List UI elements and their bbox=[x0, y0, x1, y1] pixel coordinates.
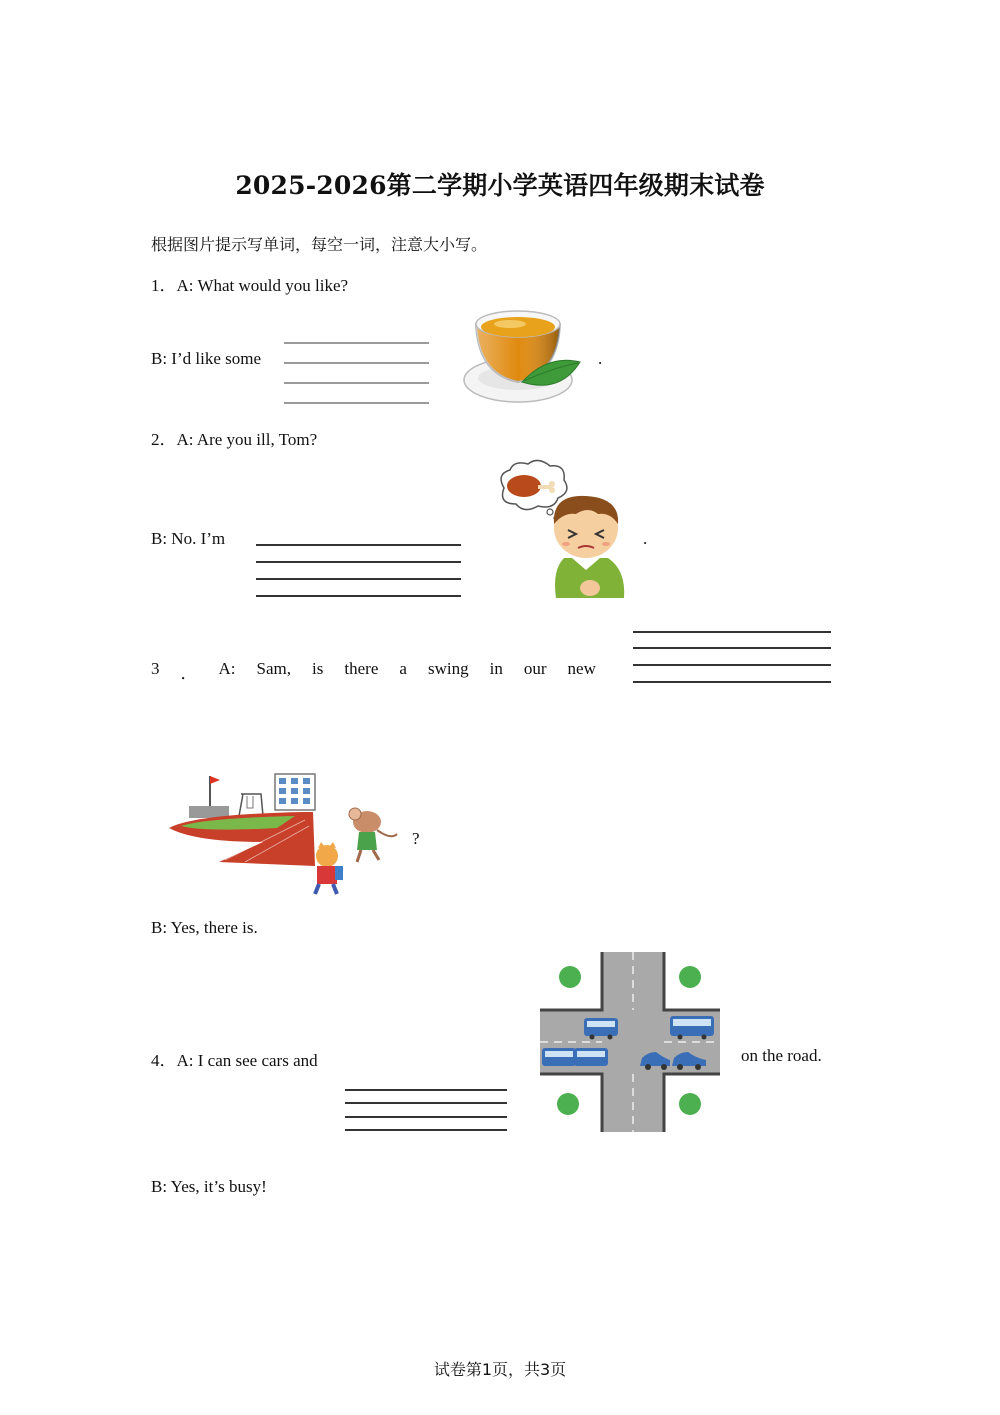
q2-answer-lines[interactable] bbox=[256, 544, 461, 600]
q3-word: swing bbox=[427, 659, 469, 678]
instruction: 根据图片提示写单词，每空一词，注意大小写。 bbox=[151, 235, 488, 254]
q3-answer: B: Yes, there is. bbox=[151, 918, 258, 937]
q3-question-mark: ? bbox=[412, 829, 420, 848]
q3-word: is bbox=[312, 659, 324, 678]
q3-word: Sam, bbox=[256, 659, 292, 678]
q1-answer-prefix: B: I’d like some bbox=[151, 349, 262, 368]
q3-answer-lines[interactable] bbox=[633, 631, 831, 687]
q2-period: . bbox=[643, 529, 648, 548]
q1-period: . bbox=[598, 349, 603, 368]
crossroad-icon bbox=[540, 952, 720, 1132]
q4-question: 4．A: I can see cars and bbox=[151, 1051, 318, 1070]
q3-word: new bbox=[567, 659, 596, 678]
q4-tail: on the road. bbox=[741, 1046, 822, 1065]
page-footer: 试卷第1页，共3页 bbox=[433, 1360, 567, 1379]
q1-answer-lines[interactable] bbox=[284, 342, 429, 406]
q4-answer-lines[interactable] bbox=[345, 1089, 507, 1133]
q3-word: ． bbox=[180, 664, 198, 683]
q3-word: a bbox=[399, 659, 407, 678]
q2-question: 2．A: Are you ill, Tom? bbox=[151, 430, 318, 449]
hungry-boy-icon bbox=[494, 458, 634, 600]
q2-answer-prefix: B: No. I’m bbox=[151, 529, 226, 548]
q3-word: our bbox=[523, 659, 547, 678]
q3-question bbox=[151, 659, 596, 684]
tea-cup-icon bbox=[460, 302, 585, 408]
q3-word: 3 bbox=[151, 659, 160, 678]
page-title: 2025-2026第二学期小学英语四年级期末试卷 bbox=[235, 171, 765, 200]
q1-question: 1．A: What would you like? bbox=[151, 276, 349, 295]
q4-answer: B: Yes, it’s busy! bbox=[151, 1177, 267, 1196]
q3-word: A: bbox=[218, 659, 236, 678]
q3-word: in bbox=[489, 659, 503, 678]
playground-icon bbox=[165, 770, 405, 896]
q3-word: there bbox=[344, 659, 379, 678]
